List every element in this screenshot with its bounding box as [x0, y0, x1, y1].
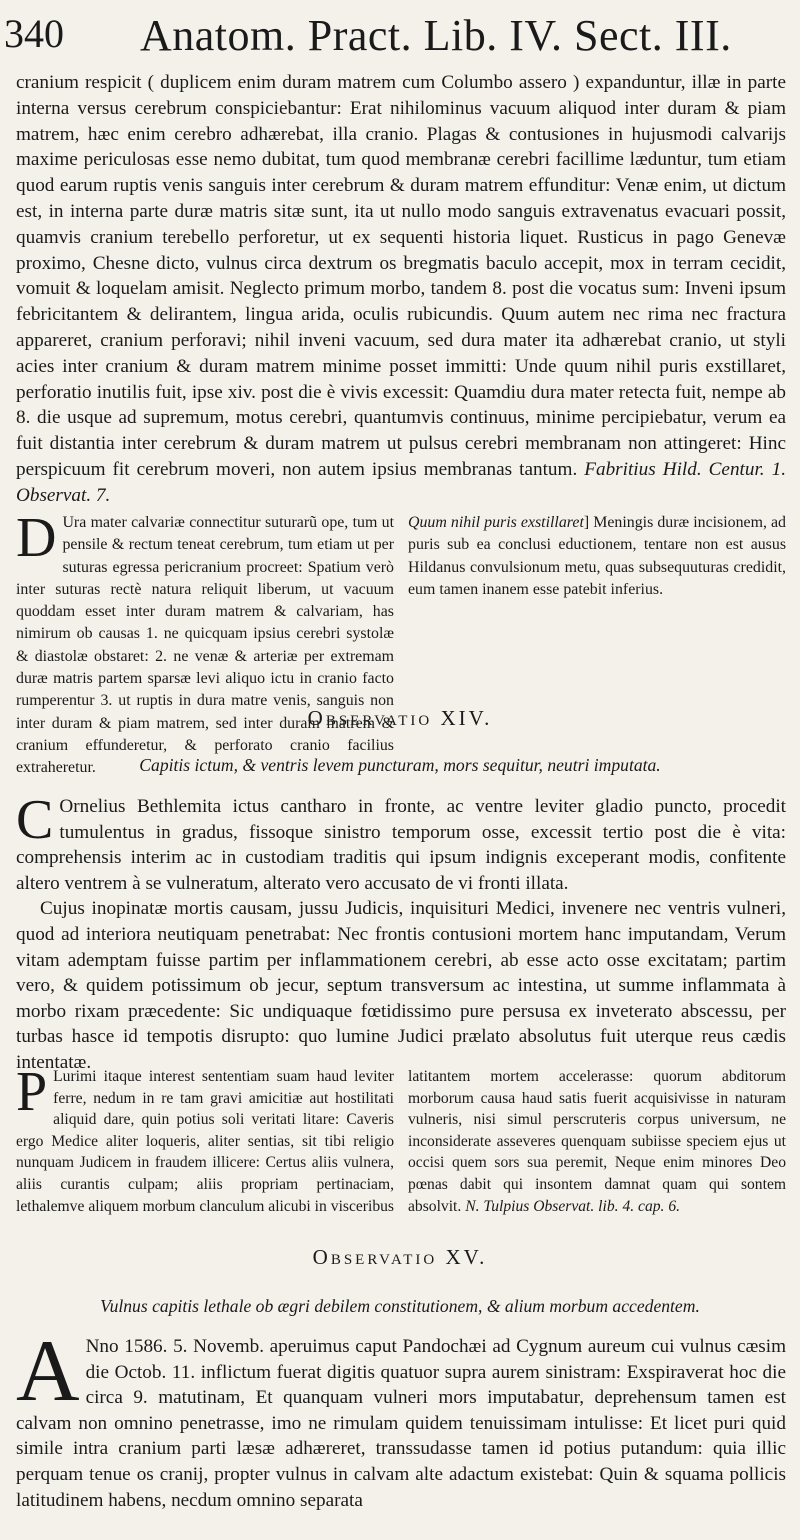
commentary-lemma: Quum nihil puris exstillaret [408, 514, 584, 531]
observation-xv-subtitle: Vulnus capitis lethale ob ægri debilem constitutionem, & alium morbum accedentem. [100, 1296, 700, 1316]
drop-cap-p: P [16, 1061, 48, 1123]
observation-xv-paragraph: Nno 1586. 5. Novemb. aperuimus caput Pandochæi ad Cygnum aureum cui vulnus cæsim die Octob. 11. inflictum fuerat digitis quatuor supra aurem sinistram: Exspiraverat hoc die circa 9. matutinam, Et quanquam vulneri mors imputabatur, deprehensum tamen est calvam non omnino penetrasse, imo ne rimulam quidem tenuissimam intulisse: Et licet puri quid simile intra cranium parti læsæ adhæreret, transsudasse tamen id potius putandum: quia illic perquam tenue os cranij, propter vulnus in calvam alte adactum existebat: Quin & squama pollicis latitudinem habens, necdum omnino separata [16, 1336, 786, 1511]
opening-text-block [16, 70, 786, 509]
observation-xiv-paragraph-1: Ornelius Bethlemita ictus cantharo in fronte, ac ventre leviter gladio puncto, procedit tumulentus in gradus, fissoque sinistro temporum osse, excessit tertio post die è vita: comprehensis interim ac in custodiam traditis qui ipsum indignis exceperant modis, confitente altero ventrem à se vulneratum, alterato vero accusato de vi fronti illata. [16, 796, 786, 894]
drop-cap-a: A [16, 1323, 80, 1420]
observation-xiv-heading: Observatio XIV. [307, 706, 493, 730]
observation-xiv-paragraph-2: Cujus inopinatæ mortis causam, jussu Judicis, inquisituri Medici, invenere nec ventris vulneri, quod ad interiora neutiquam penetrabat: Nec frontis contusioni mortem hanc imputandam, Verum vitam ademptam fuisse partim per inflammationem cerebri, ab esse acto osse excitatam; partim vero, & quidem potissimum ob jecur, septum transversum ac intestina, ut summe inflammata à morbo rixam præcedente: Sic undiquaque fœtidissimo pure persusa ex inveterato abscessu, per turbas hasce id tempotis disrupto: quo lumine Judici prælato absolutus fuit uterque reus cædis intentatæ. [16, 898, 786, 1073]
commentary-left-column [16, 507, 394, 780]
observation-xv-body [16, 1323, 786, 1513]
running-title: Anatom. Pract. Lib. IV. Sect. III. [140, 11, 732, 60]
opening-paragraph: cranium respicit ( duplicem enim duram matrem cum Columbo assero ) expanduntur, illæ in parte interna versus cerebrum conspiciebantur: Erat nihilominus vacuum aliquod inter duram & piam matrem, hæc enim cerebro adhærebat, illa cranio. Plagas & contusiones in hujusmodi calvarijs maxime periculosas esse nemo dubitat, tum quod membranæ cerebri facillime læduntur, tum etiam quod earum ruptis venis sanguis inter cerebrum & duram matrem effunditur: Venæ enim, ut dictum est, in interna parte duræ matris sitæ sunt, ita ut nullo modo sanguis extravenatus evacuari possit, quamvis cranium terebello perforetur, ut ex sequenti historia liquet. Rusticus in pago Genevæ proximo, Chesne dicto, vulnus circa dextrum os bregmatis baculo accepit, mox in terram cecidit, vomuit & loquelam amisit. Neglecto primum morbo, tandem 8. post die vocatus sum: Inveni ipsum febricitantem & delirantem, lingua arida, oculis rubicundis. Quum autem nec rima nec fractura appareret, cranium perforavi; nihil inveni vacuum, sed dura mater ita adhærebat cranio, ut styli acies inter cranium & duram matrem minime posset immitti: Unde quum nihil puris exstillaret, perforatio inutilis fuit, ipse xiv. post die è vivis excessit: Quamdiu dura mater retecta fuit, nempe ab 8. die usque ad supremum, motus cerebri, quantumvis continuus, minime percipiebatur, verum ea fuit distantia inter cerebrum & duram matrem ut pulsus cerebri membranam non attingeret: Hinc perspicuum fit cerebrum moveri, non autem ipsius membranas tantum. [16, 72, 786, 480]
commentary-tulpius [16, 1061, 786, 1217]
drop-cap-c: C [16, 789, 54, 851]
citation-hildanus: Fabritius Hild. Centur. 1. Observat. 7. [16, 458, 787, 506]
drop-cap-d: D [16, 507, 57, 569]
commentary-block-2 [16, 1061, 786, 1217]
commentary-right-column [408, 512, 786, 780]
observation-xiv-body [16, 789, 786, 1076]
page-number: 340 [4, 11, 64, 56]
commentary-columns-1 [16, 507, 786, 780]
commentary-tulpius-text: Lurimi itaque interest sententiam suam haud leviter ferre, nedum in re tam gravi amicitiæ aut hostilitati aliquid dare, quin potius soli veritati litare: Caveris ergo Medice aliter loqueris, aliter sentias, sit tibi religio nunquam Judicem in fraudem illicere: Certus aliis vulnera, aliis curantis culpam; aliis propriam pertinaciam, lethalemve aliquem morbum clanculum alicubi in visceribus latitantem mortem accelerasse: quorum abditorum morborum causa haud satis fuerit acquisivisse in naturam vulneris, nisi simul perscruteris corpus universum, ne inconsiderate asseveres quenquam subiisse speciem ejus ut occisi quem sors sua peremit, Neque enim minores Deo pœnas dabit qui insontem damnat quam qui sontem absolvit. [16, 1068, 786, 1215]
page-header [0, 4, 800, 76]
commentary-dura-mater: Ura mater calvariæ connectitur suturarũ ope, tum ut pensile & rectum teneat cerebrum, tum etiam ut per suturas egressa pericranium procreet: Spatium verò inter suturas rectè natura reliquit liberum, ut vacuum quoddam esset inter duram matrem & calvariam, has nimirum ob causas 1. ne quicquam ipsius cerebri systolæ & diastolæ obstaret: 2. ne venæ & arteriæ per extremam duræ matris partem sparsæ levi aliquo ictu in cranio facto rumperentur 3. ut ruptis in dura matre venis, sanguis non inter duram & piam matrem, sed inter duram matrem & cranium effunderetur, & perforato cranio facilius extraheretur. [16, 514, 394, 777]
commentary-meninges: ] Meningis duræ incisionem, ad puris sub ea conclusi eductionem, tentare non est ausus Hildanus convulsionum metu, quas subsequuturas credidit, eum tamen inanem esse patebit inferius. [408, 514, 786, 598]
observation-xiv-subtitle: Capitis ictum, & ventris levem puncturam, mors sequitur, neutri imputata. [139, 755, 661, 775]
citation-tulpius: N. Tulpius Observat. lib. 4. cap. 6. [465, 1197, 681, 1215]
observation-xv-heading: Observatio XV. [312, 1245, 488, 1269]
